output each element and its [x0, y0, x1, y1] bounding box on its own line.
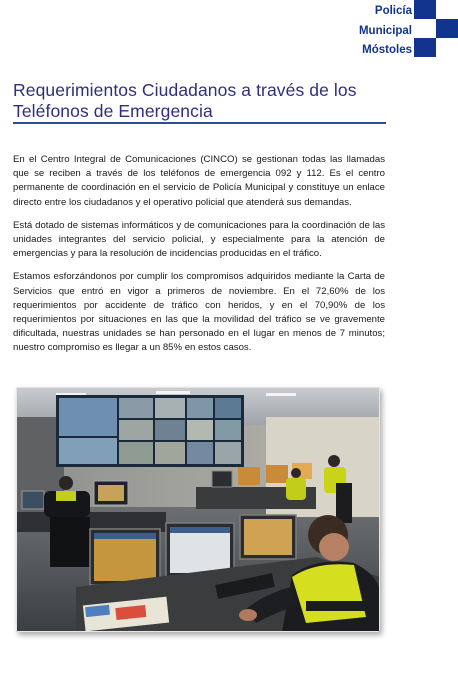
- paragraph: Estamos esforzándonos por cumplir los compromisos adquiridos mediante la Carta de Servicios que entró en vigor a primeros de noviembre. En el 72,60% de los requerimientos por accidente de tráfico con heridos, y en el 70,90% de los requerimientos por situaciones en las que la movilidad del tráfico se ve gravemente dificultada, nuestras unidades se han personado en el lugar en menos de 7 minutos; nuestro compromiso es llegar a un 85% en estos casos.: [13, 271, 385, 354]
- checkerboard-logo-icon: [414, 0, 458, 58]
- uniform-text: POLIC: [336, 619, 367, 630]
- title-line-1: Requerimientos Ciudadanos a través de los: [13, 80, 357, 100]
- logo-line-policia: Policía: [374, 5, 412, 17]
- paragraph: En el Centro Integral de Comunicaciones (CINCO) se gestionan todas las llamadas que se reciben a través de los teléfonos de emergencia 092 y 112. Es el centro permanente de coordinación en el servicio de Policía Municipal y constituye un enlace directo entre los ciudadanos y el operativo policial que atenderá sus demandas.: [13, 154, 385, 208]
- title-divider: [13, 122, 386, 124]
- title-line-2: Teléfonos de Emergencia: [13, 101, 213, 121]
- control-room-photo: [16, 387, 380, 632]
- body-text: [13, 153, 385, 365]
- page-title: [13, 80, 385, 122]
- logo-text: [359, 2, 412, 61]
- logo-line-municipal: Municipal: [358, 24, 412, 37]
- paragraph: Está dotado de sistemas informáticos y de comunicaciones para la coordinación de las unidades integrantes del servicio policial, y especialmente para la atención de emergencias y para la resolución de incidencias producidas en el tráfico.: [13, 219, 385, 260]
- logo-line-mostoles: Móstoles: [362, 44, 412, 56]
